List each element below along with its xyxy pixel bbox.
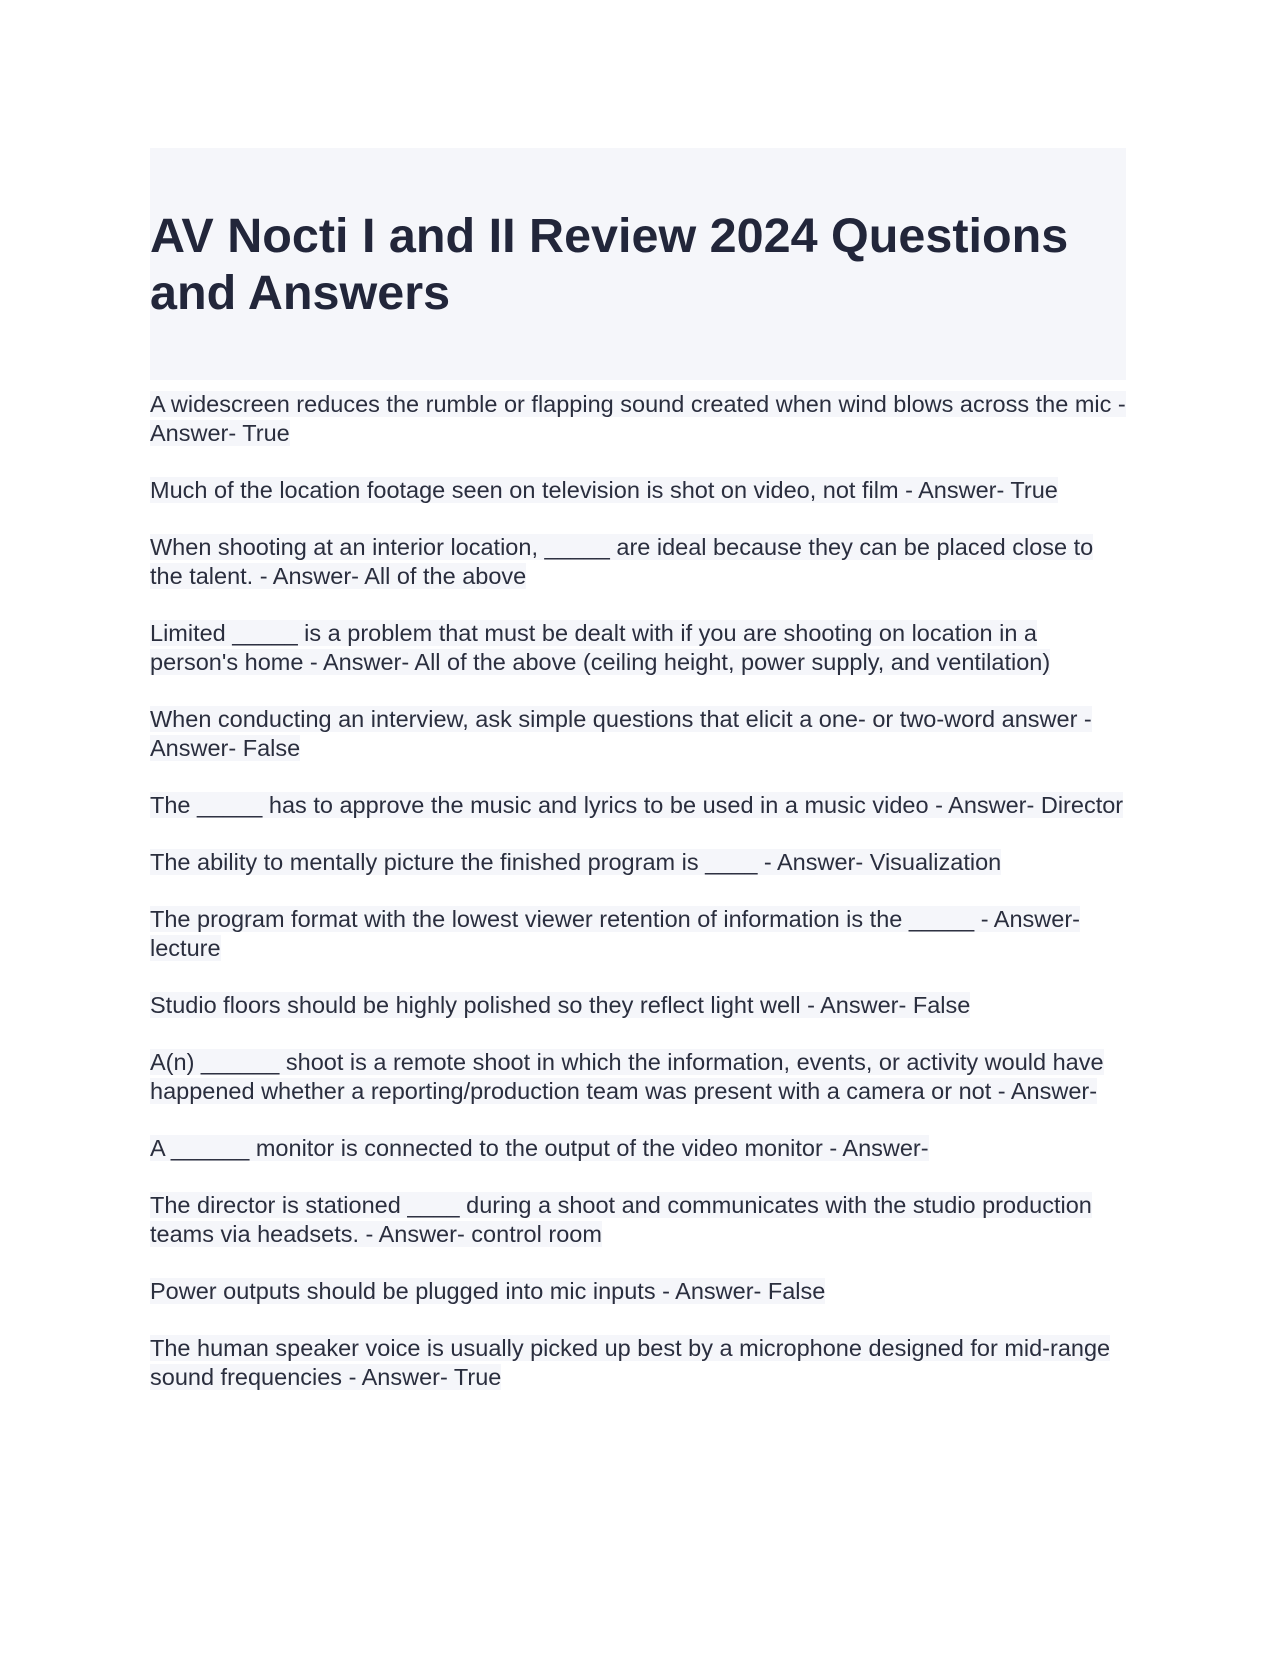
title-spacer — [150, 380, 1126, 390]
title-block — [150, 148, 1126, 380]
qa-item — [150, 619, 1126, 677]
qa-text: The _____ has to approve the music and lyrics to be used in a music video - Answer- Director — [150, 792, 1124, 818]
qa-item — [150, 991, 1126, 1020]
qa-item — [150, 848, 1126, 877]
qa-text: The program format with the lowest viewer retention of information is the _____ - Answer- lecture — [150, 906, 1080, 961]
document-page — [150, 148, 1126, 1420]
qa-text: A widescreen reduces the rumble or flapping sound created when wind blows across the mic - Answer- True — [150, 391, 1126, 446]
qa-text: Power outputs should be plugged into mic inputs - Answer- False — [150, 1278, 826, 1304]
qa-text: The human speaker voice is usually picked up best by a microphone designed for mid-range sound frequencies - Answer- True — [150, 1335, 1111, 1390]
qa-item — [150, 476, 1126, 505]
qa-text: Much of the location footage seen on television is shot on video, not film - Answer- True — [150, 477, 1058, 503]
qa-item — [150, 1134, 1126, 1163]
qa-item — [150, 1277, 1126, 1306]
document-title: AV Nocti I and II Review 2024 Questions and Answers — [150, 209, 1069, 320]
qa-item — [150, 1334, 1126, 1392]
qa-text: A(n) ______ shoot is a remote shoot in which the information, events, or activity would have happened whether a reporting/production team was present with a camera or not - Answer- — [150, 1049, 1104, 1104]
qa-item — [150, 390, 1126, 448]
qa-text: Limited _____ is a problem that must be dealt with if you are shooting on location in a person's home - Answer- All of the above (ceiling height, power supply, and ventilation) — [150, 620, 1051, 675]
qa-text: The ability to mentally picture the finished program is ____ - Answer- Visualization — [150, 849, 1002, 875]
qa-text: A ______ monitor is connected to the output of the video monitor - Answer- — [150, 1135, 929, 1161]
qa-item — [150, 791, 1126, 820]
qa-item — [150, 533, 1126, 591]
qa-item — [150, 1048, 1126, 1106]
qa-list — [150, 390, 1126, 1392]
qa-text: When conducting an interview, ask simple questions that elicit a one- or two-word answer - Answer- False — [150, 706, 1092, 761]
qa-item — [150, 1191, 1126, 1249]
qa-text: Studio floors should be highly polished so they reflect light well - Answer- False — [150, 992, 971, 1018]
qa-text: The director is stationed ____ during a shoot and communicates with the studio production teams via headsets. - Answer- control room — [150, 1192, 1092, 1247]
qa-item — [150, 705, 1126, 763]
qa-text: When shooting at an interior location, _____ are ideal because they can be placed close to the talent. - Answer- All of the above — [150, 534, 1094, 589]
qa-item — [150, 905, 1126, 963]
